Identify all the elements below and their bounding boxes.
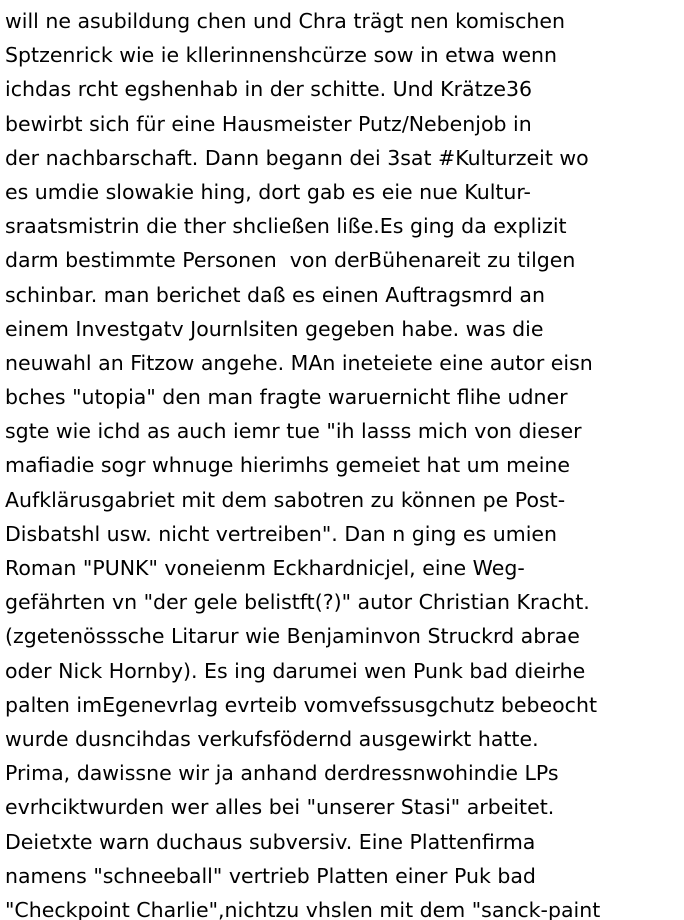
text-line-27: "Checkpoint Charlie",nichtzu vhslen mit dem "sanck-paint	[5, 897, 601, 920]
text-line-9: schinbar. man berichet daß es einen Auftragsmrd an	[5, 282, 545, 307]
text-line-25: Deietxte warn duchaus subversiv. Eine Plattenfirma	[5, 829, 536, 854]
text-line-26: namens "schneeball" vertrieb Platten einer Puk bad	[5, 863, 536, 888]
text-line-8: darm bestimmte Personen von derBühenareit zu tilgen	[5, 248, 576, 273]
text-line-11: neuwahl an Fitzow angehe. MAn ineteiete eine autor eisn	[5, 350, 593, 375]
text-line-6: es umdie slowakie hing, dort gab es eie nue Kultur-	[5, 179, 531, 204]
text-line-3: ichdas rcht egshenhab in der schitte. Und Krätze36	[5, 77, 533, 102]
text-line-7: sraatsmistrin die ther shcließen liße.Es ging da explizit	[5, 214, 567, 239]
text-line-20: oder Nick Hornby). Es ing darumei wen Punk bad dieirhe	[5, 658, 586, 683]
text-line-10: einem Investgatv Journlsiten gegeben habe. was die	[5, 316, 544, 341]
text-line-1: will ne asubildung chen und Chra trägt nen komischen	[5, 9, 565, 33]
text-line-12: bches "utopia" den man fragte waruernicht flihe udner	[5, 385, 568, 410]
text-line-21: palten imEgenevrlag evrteib vomvefssusgchutz bebeocht	[5, 692, 597, 717]
text-line-17: Roman "PUNK" voneienm Eckhardnicjel, eine Weg-	[5, 556, 525, 580]
text-line-24: evrhciktwurden wer alles bei "unserer Stasi" arbeitet.	[5, 795, 555, 820]
text-line-16: Disbatshl usw. nicht vertreiben". Dan n ging es umien	[5, 521, 557, 546]
text-line-18: gefährten vn "der gele belistft(?)" autor Christian Kracht.	[5, 590, 590, 615]
text-line-5: der nachbarschaft. Dann begann dei 3sat #Kulturzeit wo	[5, 145, 589, 170]
text-line-13: sgte wie ichd as auch iemr tue "ih lasss mich von dieser	[5, 419, 582, 444]
text-line-19: (zgetenösssche Litarur wie Benjaminvon Struckrd abrae	[5, 624, 580, 649]
text-line-4: bewirbt sich für eine Hausmeister Putz/Nebenjob in	[5, 111, 532, 136]
text-line-15: Aufklärusgabriet mit dem sabotren zu können pe Post-	[5, 487, 566, 512]
text-line-23: Prima, dawissne wir ja anhand derdressnwohindie LPs	[5, 761, 559, 786]
text-line-2: Sptzenrick wie ie kllerinnenshcürze sow in etwa wenn	[5, 43, 558, 68]
document-text	[5, 4, 684, 920]
text-line-22: wurde dusncihdas verkufsfödernd ausgewirkt hatte.	[5, 726, 539, 751]
text-line-14: mafiadie sogr whnuge hierimhs gemeiet hat um meine	[5, 453, 571, 478]
